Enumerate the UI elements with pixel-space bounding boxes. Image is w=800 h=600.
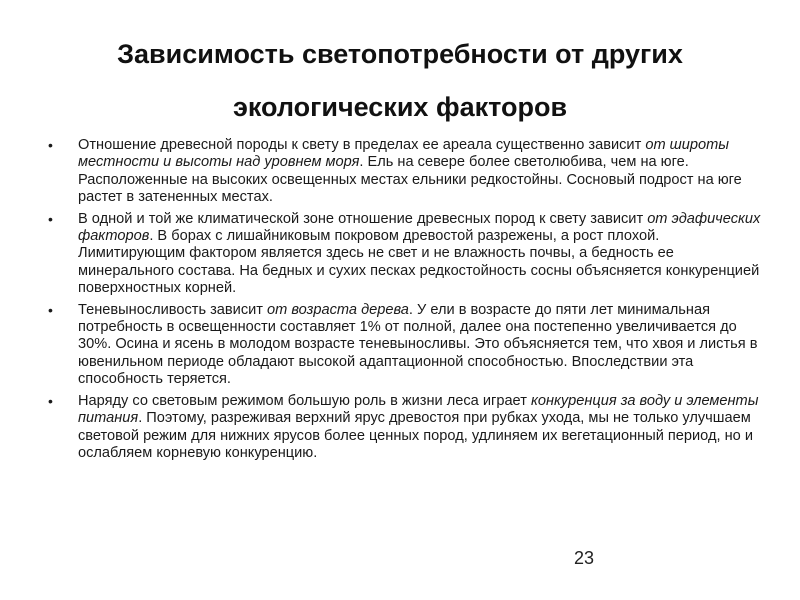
bullet-text [78, 302, 757, 388]
bullet-emphasis: конкуренция за воду и элементы питания [78, 392, 759, 427]
bullet-item [48, 211, 764, 298]
bullet-text [78, 211, 760, 297]
bullet-marker: • [48, 210, 53, 227]
bullet-emphasis: от широты местности и высоты над уровнем моря [78, 137, 730, 171]
bullet-item [48, 302, 764, 389]
bullet-list [48, 137, 764, 466]
bullet-marker: • [48, 301, 53, 318]
bullet-emphasis: от возраста дерева [267, 301, 409, 318]
bullet-marker: • [48, 392, 53, 409]
bullet-text-part: . Ель на севере более светолюбива, чем на юге. Расположенные на высоких освещенных местах ельники редкостойны. Сосновый подрост на юге растет в затененных местах. [78, 154, 742, 206]
bullet-text [78, 393, 758, 461]
page-number: 23 [574, 548, 595, 568]
bullet-text [78, 137, 742, 205]
bullet-text-part: Отношение древесной породы к свету в пределах ее ареала существенно зависит [78, 137, 646, 153]
bullet-item [48, 393, 764, 463]
bullet-text-part: Теневыносливость зависит [78, 301, 268, 318]
bullet-text-part: В одной и той же климатической зоне отношение древесных пород к свету зависит [78, 210, 648, 227]
bullet-text-part: . В борах с лишайниковым покровом древостой разрежены, а рост плохой. Лимитирующим фактором является здесь не свет и не влажность почвы, а бедность ее минерального состава. На бедных и сухих песках редкостойность сосны объясняется конкуренцией поверхностных корней. [78, 228, 760, 297]
bullet-marker: • [48, 137, 53, 153]
bullet-emphasis: от эдафических факторов [78, 210, 761, 245]
bullet-item [48, 137, 764, 207]
bullet-text-part: Наряду со световым режимом большую роль в жизни леса играет [78, 392, 531, 409]
bullet-text-part: . У ели в возрасте до пяти лет минимальная потребность в освещенности составляет 1% от полной, далее она постепенно увеличивается до 30%. Осина и ясень в молодом возрасте теневыносливы. Это объясняется тем, что хвоя и листья в ювенильном периоде обладают высокой адаптационной способностью. Впоследствии эта способность теряется. [78, 301, 758, 388]
slide-title: Зависимость светопотребности от других экологических факторов [117, 39, 683, 122]
bullet-text-part: . Поэтому, разреживая верхний ярус древостоя при рубках ухода, мы не только улучшаем световой режим для нижних ярусов более ценных пород, удлиняем их вегетационный период, но и ослабляем корневую конкуренцию. [78, 410, 753, 461]
